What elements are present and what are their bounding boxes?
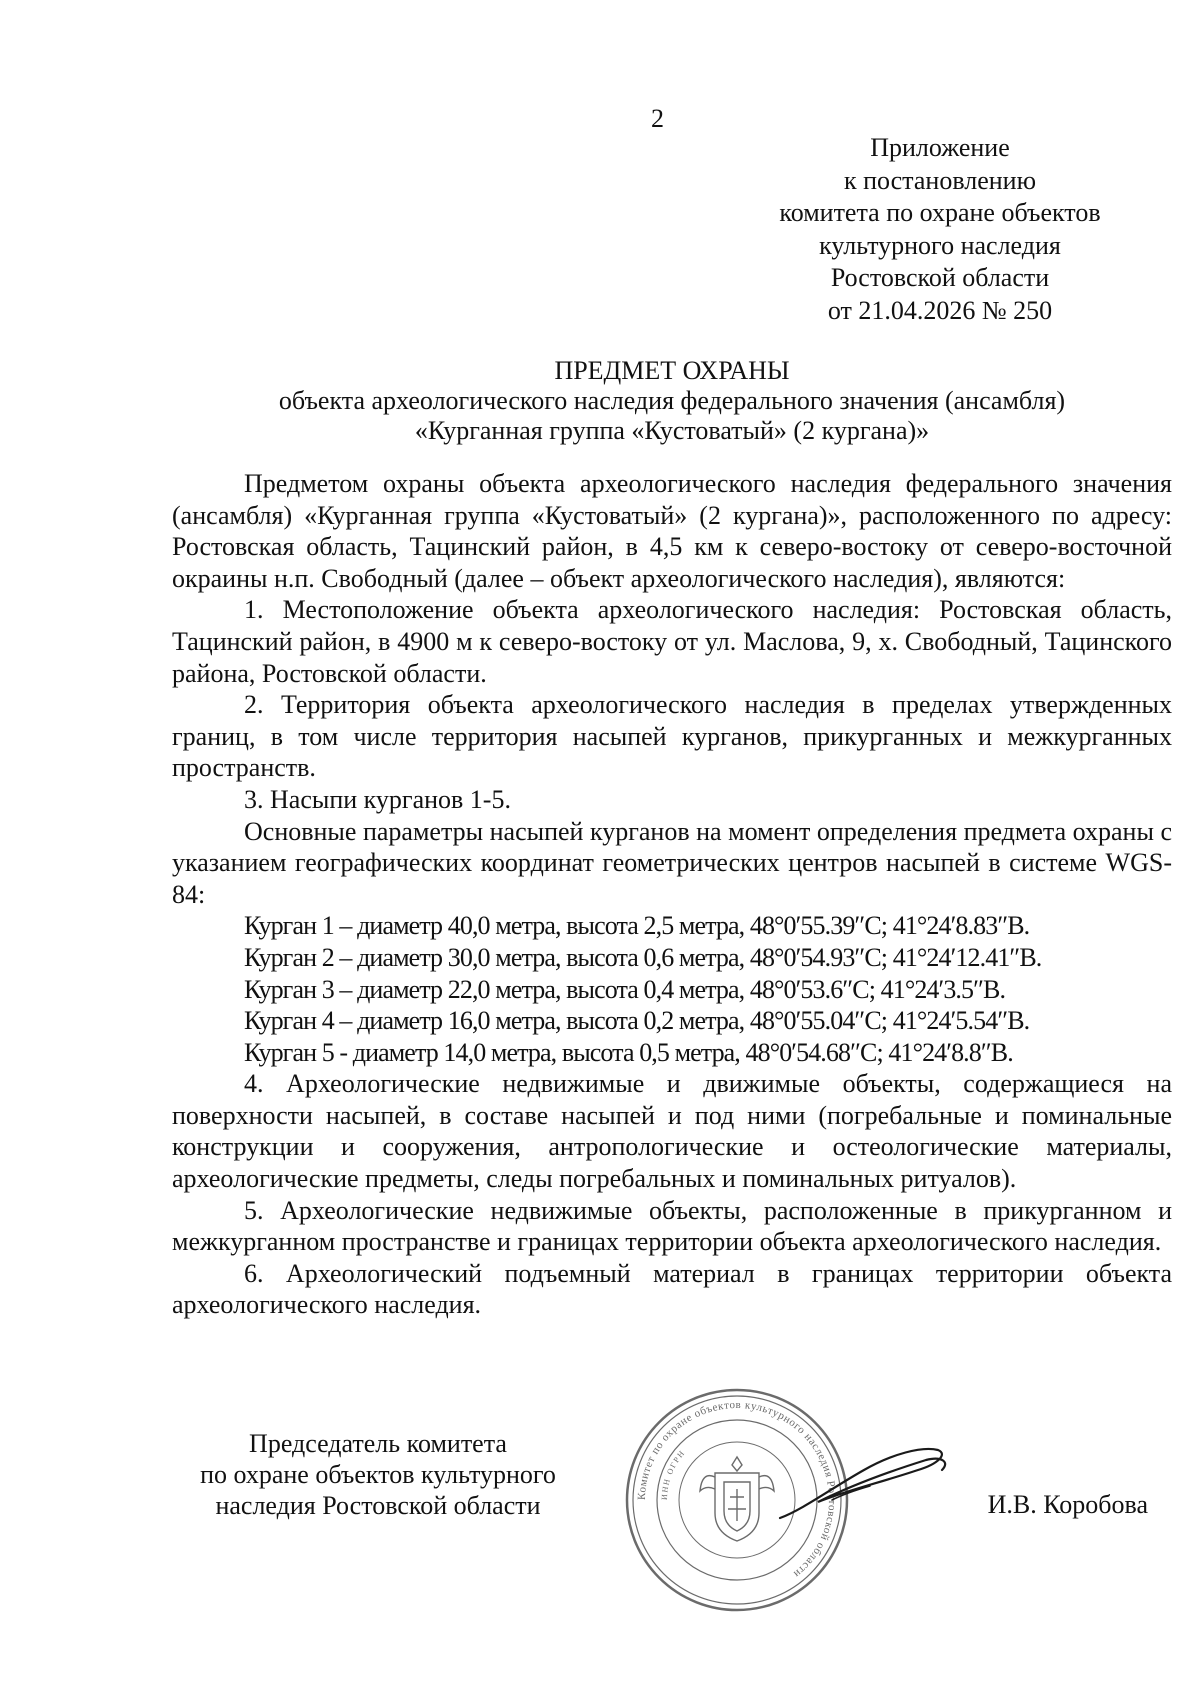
appendix-header [740, 132, 1140, 328]
seal-outer-textpath: Комитет по охране объектов культурного наследия Ростовской области [635, 1398, 839, 1581]
signature-scribble-icon [772, 1440, 950, 1530]
document-title [172, 356, 1172, 446]
item-paragraph: 4. Археологические недвижимые и движимые объекты, содержащиеся на поверхности насыпей, в составе насыпей и под ними (погребальные и поминальные конструкции и сооружения, антропологические и остеологические материалы, археологические предметы, следы погребальных и поминальных ритуалов). [172, 1069, 1172, 1194]
appendix-line: к постановлению [843, 165, 1037, 195]
signatory-position [178, 1428, 578, 1521]
appendix-line: от 21.04.2026 № 250 [827, 295, 1053, 325]
item-paragraph: 1. Местоположение объекта археологического наследия: Ростовская область, Тацинский район, в 4900 м к северо-востоку от ул. Маслова, 9, х. Свободный, Тацинского района, Ростовской области. [172, 595, 1172, 688]
page-number: 2 [651, 104, 664, 133]
kurgan-line: Курган 2 – диаметр 30,0 метра, высота 0,6 метра, 48°0′54.93″С; 41°24′12.41″В. [244, 942, 1042, 972]
appendix-line: Ростовской области [830, 263, 1050, 293]
kurgan-line: Курган 4 – диаметр 16,0 метра, высота 0,2 метра, 48°0′55.04″С; 41°24′5.54″В. [244, 1006, 1030, 1036]
kurgan-line: Курган 5 - диаметр 14,0 метра, высота 0,5 метра, 48°0′54.68″С; 41°24′8.8″В. [244, 1037, 1013, 1067]
signatory-name: И.В. Коробова [987, 1490, 1148, 1519]
kurgan-line: Курган 1 – диаметр 40,0 метра, высота 2,5 метра, 48°0′55.39″С; 41°24′8.83″В. [244, 911, 1030, 941]
title-subline: объекта археологического наследия федерального значения (ансамбля) [278, 386, 1066, 415]
title-subline: «Курганная группа «Кустоватый» (2 кургана)» [414, 416, 930, 445]
position-line: по охране объектов культурного [200, 1460, 556, 1489]
params-paragraph: Основные параметры насыпей курганов на момент определения предмета охраны с указанием географических координат геометрических центров насыпей в системе WGS-84: [172, 816, 1172, 909]
position-line: наследия Ростовской области [215, 1491, 541, 1520]
item-paragraph: 2. Территория объекта археологического наследия в пределах утвержденных границ, в том числе территория насыпей курганов, прикурганных и межкурганных пространств. [172, 690, 1172, 783]
item-paragraph: 6. Археологический подъемный материал в границах территории объекта археологического наследия. [172, 1258, 1172, 1320]
item-paragraph: 5. Археологические недвижимые объекты, расположенные в прикурганном и межкурганном пространстве и границах территории объекта археологического наследия. [172, 1195, 1172, 1257]
position-line: Председатель комитета [249, 1429, 507, 1458]
seal-inner-text [660, 1448, 687, 1500]
seal-inner-textpath: ИНН ОГРН [659, 1448, 687, 1501]
coat-of-arms-icon [700, 1457, 774, 1541]
appendix-line: Приложение [870, 133, 1010, 162]
appendix-line: комитета по охране объектов [779, 198, 1101, 228]
item-paragraph: 3. Насыпи курганов 1-5. [244, 784, 511, 814]
appendix-line: культурного наследия [819, 230, 1061, 260]
document-body [172, 468, 1172, 1321]
kurgan-line: Курган 3 – диаметр 22,0 метра, высота 0,4 метра, 48°0′53.6″С; 41°24′3.5″В. [244, 974, 1006, 1004]
intro-paragraph: Предметом охраны объекта археологического наследия федерального значения (ансамбля) «Курганная группа «Кустоватый» (2 кургана)», расположенного по адресу: Ростовская область, Тацинский район, в 4,5 км к северо-востоку от северо-восточной окраины н.п. Свободный (далее – объект археологического наследия), являются: [172, 469, 1172, 593]
title-heading: ПРЕДМЕТ ОХРАНЫ [554, 356, 790, 385]
